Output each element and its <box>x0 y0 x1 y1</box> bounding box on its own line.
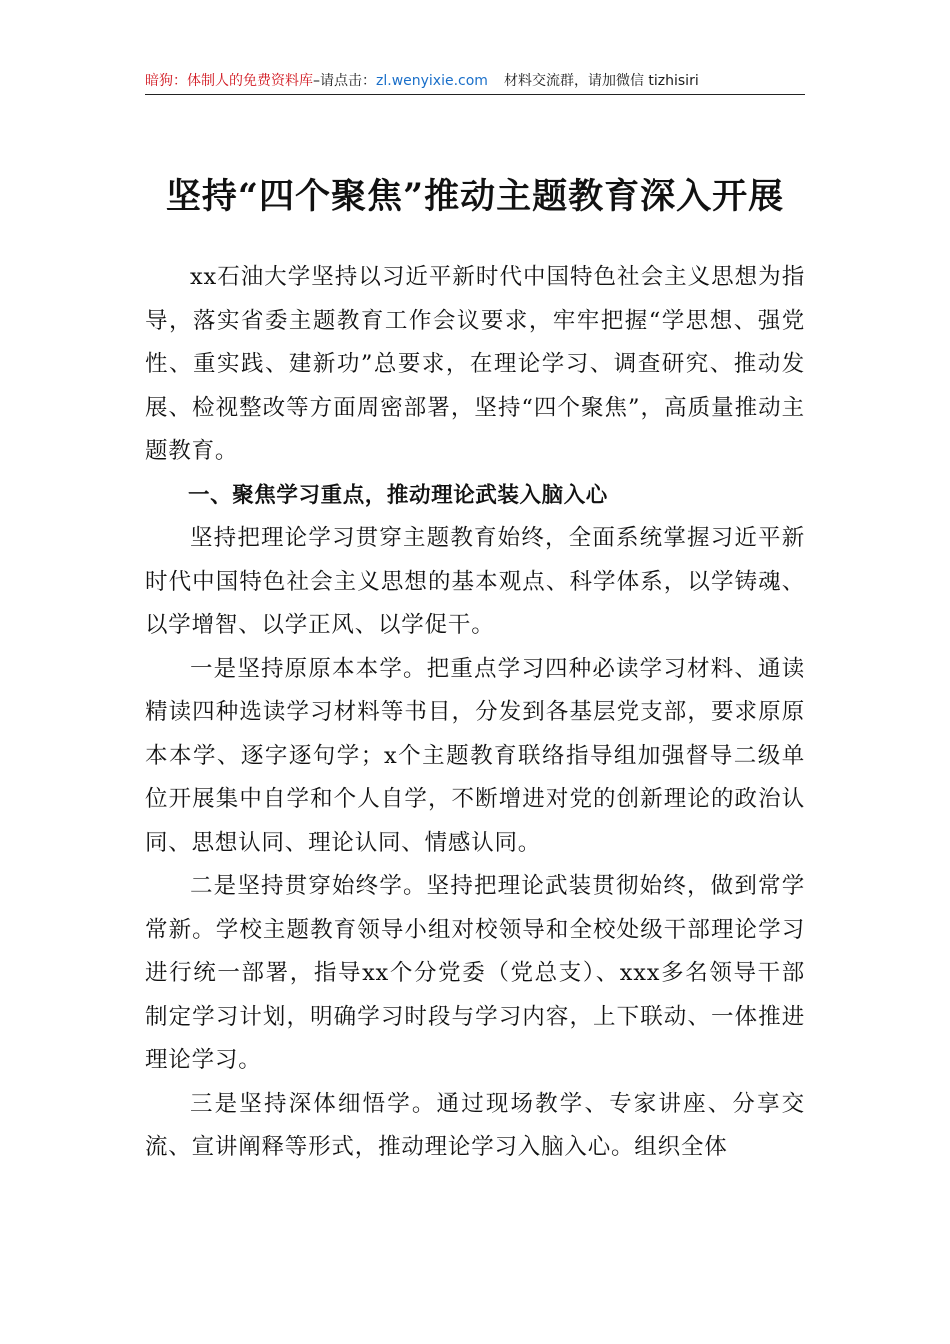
page-header <box>145 68 805 95</box>
paragraph-point-1: 一是坚持原原本本学。把重点学习四种必读学习材料、通读精读四种选读学习材料等书目，分发到各基层党支部，要求原原本本学、逐字逐句学；x个主题教育联络指导组加强督导二级单位开展集中自学和个人自学，不断增进对党的创新理论的政治认同、思想认同、理论认同、情感认同。 <box>145 655 805 856</box>
paragraph-point-2: 二是坚持贯穿始终学。坚持把理论武装贯彻始终，做到常学常新。学校主题教育领导小组对校领导和全校处级干部理论学习进行统一部署，指导xx个分党委（党总支）、xxx多名领导干部制定学习计划，明确学习时段与学习内容，上下联动、一体推进理论学习。 <box>145 873 805 1073</box>
header-contact: 材料交流群，请加微信 tizhisiri <box>503 73 699 89</box>
paragraph-point-3: 三是坚持深体细悟学。通过现场教学、专家讲座、分享交流、宣讲阐释等形式，推动理论学习入脑入心。组织全体 <box>145 1090 805 1160</box>
document-title: 坚持“四个聚焦”推动主题教育深入开展 <box>165 176 785 217</box>
paragraph-section-intro: 坚持把理论学习贯穿主题教育始终，全面系统掌握习近平新时代中国特色社会主义思想的基本观点、科学体系，以学铸魂、以学增智、以学正风、以学促干。 <box>145 525 805 638</box>
paragraph-intro: xx石油大学坚持以习近平新时代中国特色社会主义思想为指导，落实省委主题教育工作会议要求，牢牢把握“学思想、强党性、重实践、建新功”总要求，在理论学习、调查研究、推动发展、检视整改等方面周密部署，坚持“四个聚焦”，高质量推动主题教育。 <box>145 264 805 464</box>
document-body <box>145 256 805 1170</box>
header-url-link[interactable]: zl.wenyixie.com <box>376 73 488 89</box>
header-brand: 暗狗：体制人的免费资料库 <box>145 73 313 89</box>
section-heading-1: 一、聚焦学习重点，推动理论武装入脑入心 <box>188 482 608 508</box>
header-click-label: –请点击： <box>313 73 376 89</box>
